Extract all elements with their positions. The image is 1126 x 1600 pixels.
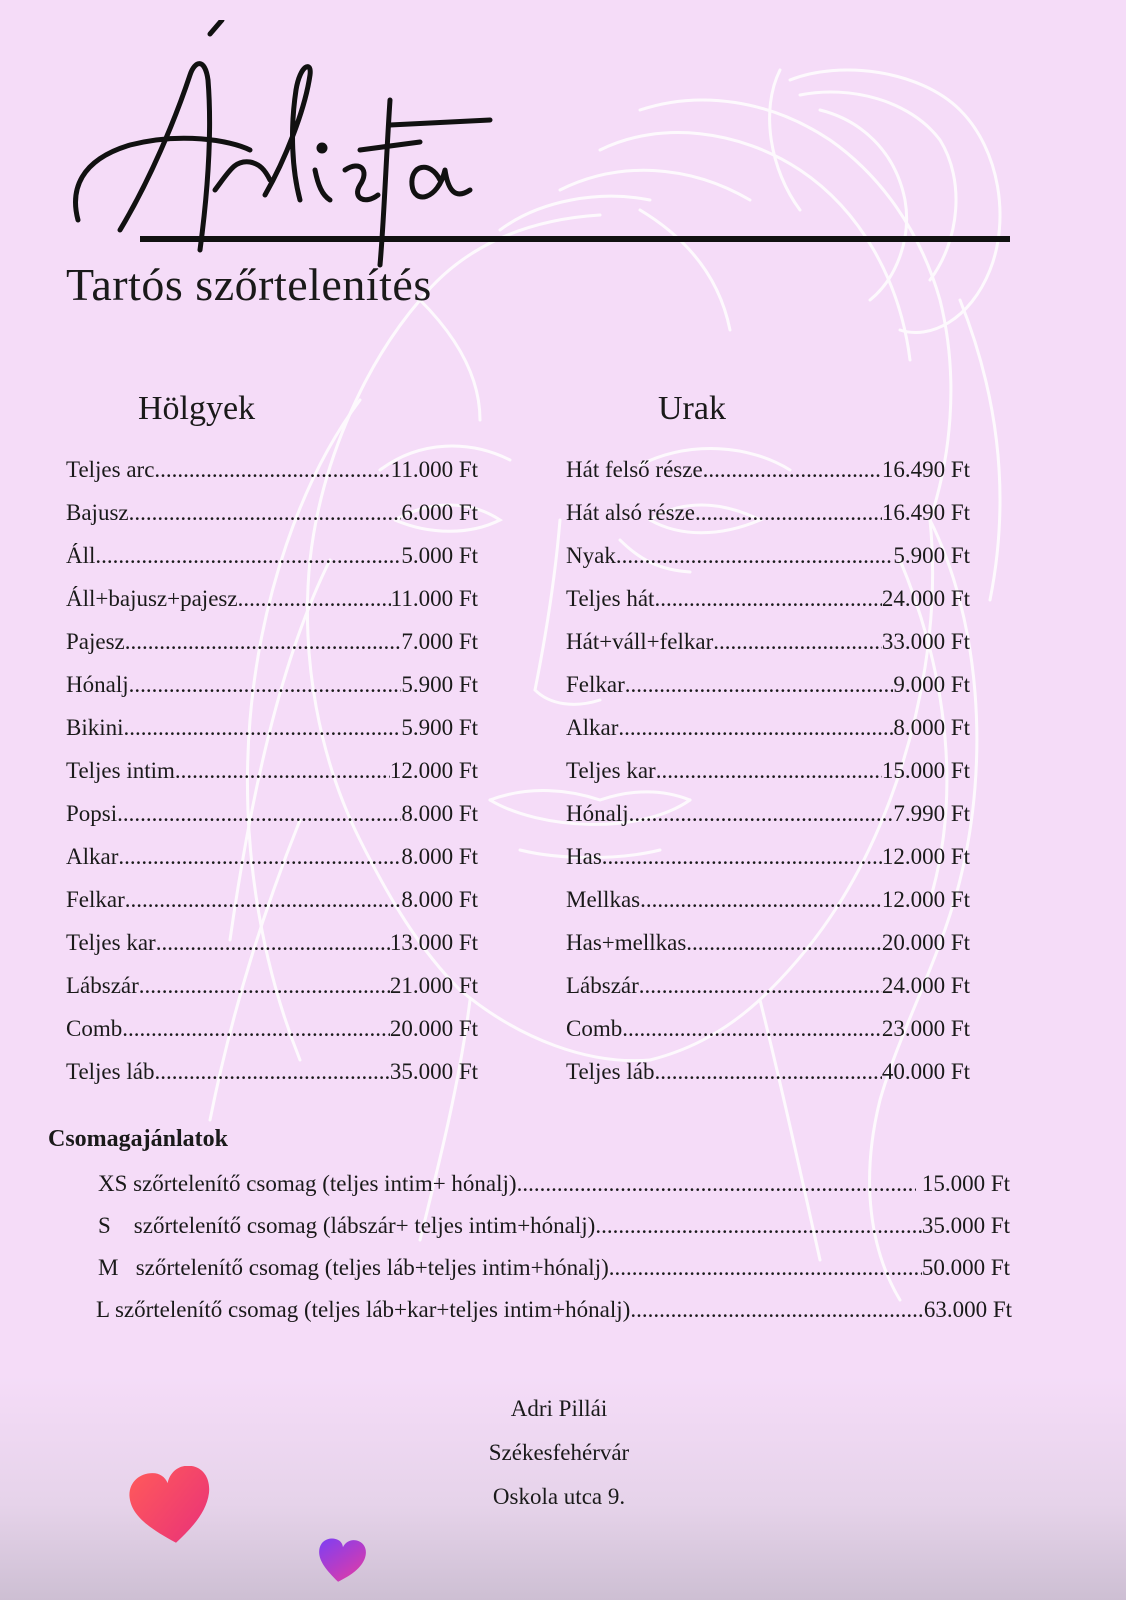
dot-leader	[139, 964, 390, 1007]
service-name: Alkar	[66, 844, 119, 869]
price-row	[66, 1007, 478, 1050]
service-price: 12.000 Ft	[881, 887, 970, 912]
service-price: 12.000 Ft	[389, 758, 478, 783]
price-row	[566, 577, 970, 620]
service-name: Áll	[66, 543, 96, 568]
dot-leader	[602, 835, 882, 878]
service-name: Comb	[66, 1016, 123, 1041]
service-price: 21.000 Ft	[389, 973, 478, 998]
package-label: S szőrtelenítő csomag (lábszár+ teljes intim+hónalj)	[98, 1213, 596, 1238]
service-name: Hát felső része	[566, 457, 703, 482]
package-price: 35.000 Ft	[921, 1213, 1010, 1238]
service-name: Pajesz	[66, 629, 125, 654]
dot-leader	[639, 964, 882, 1007]
dot-leader	[154, 448, 390, 491]
service-name: Alkar	[566, 715, 619, 740]
dot-leader	[175, 749, 390, 792]
page-subtitle: Tartós szőrtelenítés	[66, 259, 432, 310]
service-name: Teljes hát	[566, 586, 655, 611]
package-price: 15.000 Ft	[916, 1171, 1010, 1196]
price-row	[566, 620, 970, 663]
dot-leader	[609, 1248, 922, 1288]
service-price: 11.000 Ft	[390, 457, 478, 482]
service-name: Áll+bajusz+pajesz	[66, 586, 238, 611]
service-price: 5.000 Ft	[401, 543, 478, 568]
service-price: 8.000 Ft	[401, 801, 478, 826]
service-price: 8.000 Ft	[893, 715, 970, 740]
service-name: Has+mellkas	[566, 930, 687, 955]
dot-leader	[616, 534, 893, 577]
service-price: 5.900 Ft	[401, 715, 478, 740]
dot-leader	[640, 878, 882, 921]
price-row	[566, 878, 970, 921]
price-row	[566, 491, 970, 534]
price-row	[66, 534, 478, 577]
dot-leader	[118, 835, 401, 878]
service-name: Teljes kar	[66, 930, 156, 955]
service-price: 24.000 Ft	[881, 973, 970, 998]
business-city: Székesfehérvár	[488, 1440, 630, 1465]
service-name: Has	[566, 844, 602, 869]
package-row	[98, 1206, 1010, 1246]
women-price-list	[66, 448, 478, 1093]
price-row	[566, 921, 970, 964]
service-price: 6.000 Ft	[401, 500, 478, 525]
service-name: Bikini	[66, 715, 124, 740]
service-price: 9.000 Ft	[893, 672, 970, 697]
dot-leader	[703, 448, 882, 491]
service-price: 11.000 Ft	[390, 586, 478, 611]
dot-leader	[686, 921, 882, 964]
business-address: Oskola utca 9.	[492, 1484, 626, 1509]
service-name: Teljes arc	[66, 457, 155, 482]
package-label: M szőrtelenítő csomag (teljes láb+teljes intim+hónalj)	[98, 1255, 609, 1280]
dot-leader	[95, 534, 401, 577]
dot-leader	[156, 921, 390, 964]
service-price: 20.000 Ft	[881, 930, 970, 955]
dot-leader	[595, 1206, 921, 1246]
dot-leader	[117, 792, 401, 835]
price-row	[566, 749, 970, 792]
price-row	[566, 792, 970, 835]
dot-leader	[238, 577, 391, 620]
package-row	[96, 1290, 1012, 1330]
service-name: Popsi	[66, 801, 118, 826]
price-row	[566, 448, 970, 491]
price-row	[566, 663, 970, 706]
price-row	[566, 835, 970, 878]
price-row	[66, 749, 478, 792]
service-name: Bajusz	[66, 500, 129, 525]
heart-icon	[128, 1466, 214, 1548]
package-label: XS szőrtelenítő csomag (teljes intim+ hónalj)	[98, 1171, 517, 1196]
service-name: Teljes láb	[66, 1059, 155, 1084]
business-name: Adri Pillái	[510, 1396, 608, 1421]
price-row	[66, 448, 478, 491]
service-price: 8.000 Ft	[401, 887, 478, 912]
price-row	[66, 921, 478, 964]
service-name: Lábszár	[566, 973, 639, 998]
service-price: 35.000 Ft	[389, 1059, 478, 1084]
dot-leader	[129, 491, 402, 534]
service-price: 33.000 Ft	[881, 629, 970, 654]
service-price: 15.000 Ft	[881, 758, 970, 783]
service-name: Nyak	[566, 543, 616, 568]
price-row	[566, 1050, 970, 1093]
price-row	[566, 1007, 970, 1050]
dot-leader	[517, 1164, 916, 1204]
service-name: Teljes láb	[566, 1059, 655, 1084]
service-price: 20.000 Ft	[389, 1016, 478, 1041]
service-price: 40.000 Ft	[881, 1059, 970, 1084]
price-row	[566, 534, 970, 577]
service-name: Mellkas	[566, 887, 641, 912]
price-row	[66, 663, 478, 706]
service-price: 5.900 Ft	[893, 543, 970, 568]
dot-leader	[654, 1050, 881, 1093]
price-row	[66, 792, 478, 835]
price-row	[66, 577, 478, 620]
service-name: Teljes intim	[66, 758, 175, 783]
package-label: L szőrtelenítő csomag (teljes láb+kar+teljes intim+hónalj)	[96, 1297, 631, 1322]
service-name: Hónalj	[566, 801, 629, 826]
price-row	[566, 964, 970, 1007]
service-name: Hát alsó része	[566, 500, 695, 525]
dot-leader	[122, 1007, 390, 1050]
service-price: 23.000 Ft	[881, 1016, 970, 1041]
price-row	[566, 706, 970, 749]
service-price: 7.000 Ft	[401, 629, 478, 654]
men-price-list	[566, 448, 970, 1093]
women-heading: Hölgyek	[138, 390, 256, 427]
package-price: 50.000 Ft	[921, 1255, 1010, 1280]
dot-leader	[625, 663, 894, 706]
dot-leader	[695, 491, 882, 534]
service-name: Comb	[566, 1016, 623, 1041]
price-row	[66, 491, 478, 534]
service-name: Hónalj	[66, 672, 129, 697]
service-price: 13.000 Ft	[389, 930, 478, 955]
package-price: 63.000 Ft	[923, 1297, 1012, 1322]
service-price: 8.000 Ft	[401, 844, 478, 869]
dot-leader	[124, 706, 402, 749]
price-row	[66, 706, 478, 749]
dot-leader	[129, 663, 402, 706]
service-name: Teljes kar	[566, 758, 656, 783]
package-row	[98, 1248, 1010, 1288]
men-heading: Urak	[658, 390, 726, 427]
dot-leader	[629, 792, 894, 835]
service-price: 16.490 Ft	[881, 457, 970, 482]
package-row	[98, 1164, 1010, 1204]
service-price: 5.900 Ft	[401, 672, 478, 697]
service-name: Felkar	[66, 887, 125, 912]
dot-leader	[630, 1290, 923, 1330]
service-price: 24.000 Ft	[881, 586, 970, 611]
dot-leader	[154, 1050, 389, 1093]
dot-leader	[125, 878, 402, 921]
title-underline	[140, 236, 1010, 242]
service-name: Felkar	[566, 672, 625, 697]
price-row	[66, 835, 478, 878]
price-row	[66, 964, 478, 1007]
dot-leader	[656, 749, 882, 792]
service-price: 16.490 Ft	[881, 500, 970, 525]
dot-leader	[713, 620, 882, 663]
price-row	[66, 1050, 478, 1093]
dot-leader	[654, 577, 881, 620]
heart-icon	[316, 1538, 366, 1584]
dot-leader	[125, 620, 402, 663]
dot-leader	[618, 706, 893, 749]
dot-leader	[622, 1007, 882, 1050]
price-row	[66, 878, 478, 921]
service-price: 7.990 Ft	[893, 801, 970, 826]
service-price: 12.000 Ft	[881, 844, 970, 869]
packages-heading: Csomagajánlatok	[48, 1126, 229, 1152]
service-name: Lábszár	[66, 973, 139, 998]
price-row	[66, 620, 478, 663]
service-name: Hát+váll+felkar	[566, 629, 714, 654]
